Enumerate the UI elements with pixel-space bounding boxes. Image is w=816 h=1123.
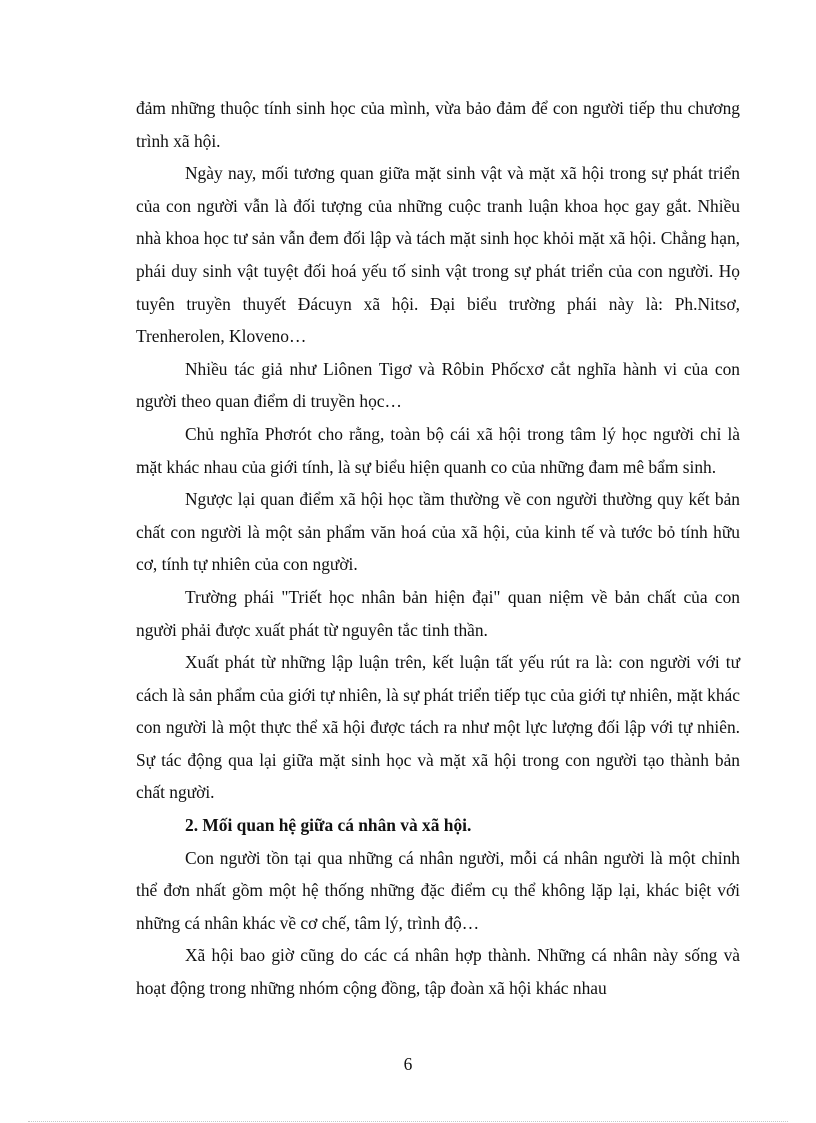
paragraph-vulgar-sociology: Ngược lại quan điểm xã hội học tầm thường về con người thường quy kết bản chất con người là một sản phẩm văn hoá của xã hội, của kinh tế và tước bỏ tính hữu cơ, tính tự nhiên của con người. bbox=[136, 489, 740, 575]
paragraph-individual: Con người tồn tại qua những cá nhân người, mỗi cá nhân người là một chỉnh thể đơn nhất gồm một hệ thống những đặc điểm cụ thể không lặp lại, khác biệt với những cá nhân khác về cơ chế, tâm lý, trình độ… bbox=[136, 847, 740, 933]
paragraph-society-composition: Xã hội bao giờ cũng do các cá nhân hợp thành. Những cá nhân này sống và hoạt động trong những nhóm cộng đồng, tập đoàn xã hội khác nhau bbox=[136, 945, 740, 999]
section-heading: 2. Mối quan hệ giữa cá nhân và xã hội. bbox=[185, 815, 472, 836]
paragraph-humanist-philosophy: Trường phái "Triết học nhân bản hiện đại" quan niệm về bản chất của con người phải được xuất phát từ nguyên tắc tinh thần. bbox=[136, 586, 740, 640]
paragraph-genetics-view: Nhiều tác giả như Liônen Tigơ và Rôbin Phốcxơ cắt nghĩa hành vi của con người theo quan điểm di truyền học… bbox=[136, 358, 740, 412]
paragraph-biology-vs-society: Ngày nay, mối tương quan giữa mặt sinh vật và mặt xã hội trong sự phát triển của con người vẫn là đối tượng của những cuộc tranh luận khoa học gay gắt. Nhiều nhà khoa học tư sản vẫn đem đối lập và tách mặt sinh học khỏi mặt xã hội. Chẳng hạn, phái duy sinh vật tuyệt đối hoá yếu tố sinh vật trong sự phát triển của con người. Họ tuyên truyền thuyết Đácuyn xã hội. Đại biểu trường phái này là: Ph.Nitsơ, Trenherolen, Kloveno… bbox=[136, 163, 740, 347]
paragraph-continued: đảm những thuộc tính sinh học của mình, vừa bảo đảm để con người tiếp thu chương trình xã hội. bbox=[136, 98, 740, 151]
page-number: 6 bbox=[403, 1054, 413, 1074]
page-body bbox=[136, 92, 740, 1005]
paragraph-conclusion: Xuất phát từ những lập luận trên, kết luận tất yếu rút ra là: con người với tư cách là sản phẩm của giới tự nhiên, là sự phát triển tiếp tục của giới tự nhiên, mặt khác con người là một thực thể xã hội được tách ra như một lực lượng đối lập với tự nhiên. Sự tác động qua lại giữa mặt sinh học và mặt xã hội trong con người tạo thành bản chất người. bbox=[136, 652, 740, 803]
paragraph-freudianism: Chủ nghĩa Phơrót cho rằng, toàn bộ cái xã hội trong tâm lý học người chỉ là mặt khác nhau của giới tính, là sự biểu hiện quanh co của những đam mê bẩm sinh. bbox=[136, 423, 740, 477]
page-bottom-divider bbox=[28, 1121, 788, 1122]
